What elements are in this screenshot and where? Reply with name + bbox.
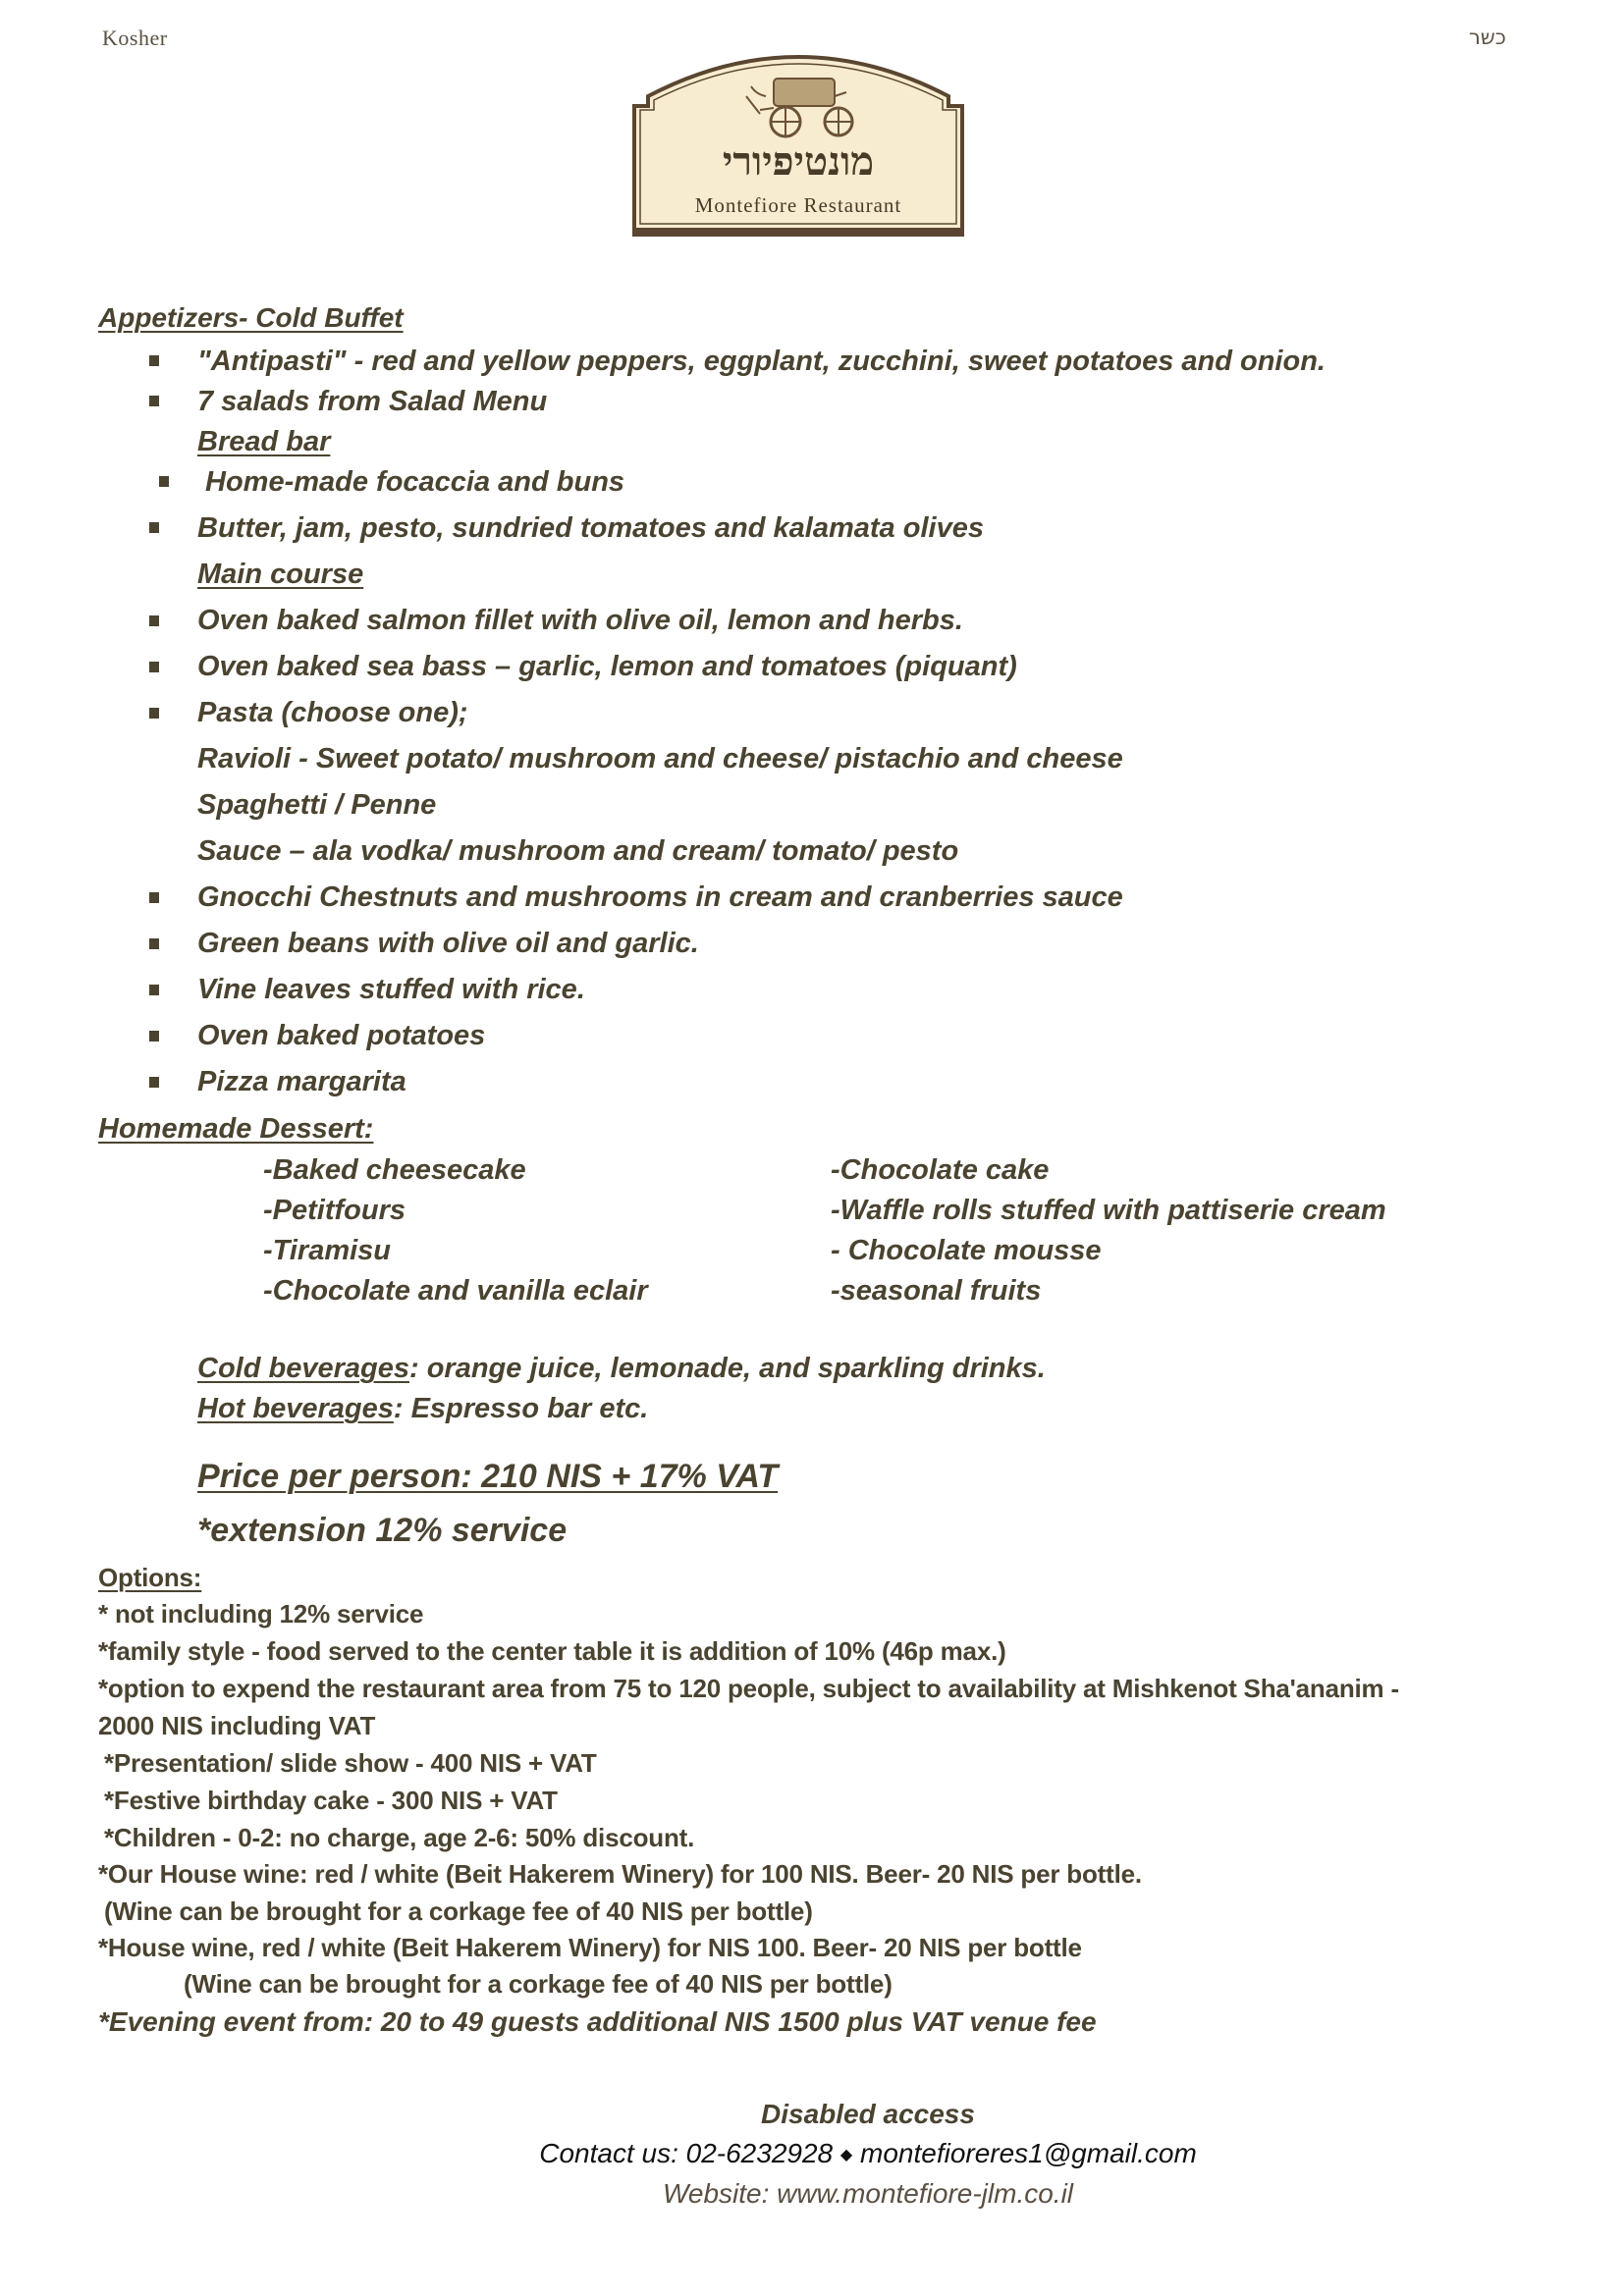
cold-beverages-label: Cold beverages: [197, 1353, 409, 1384]
menu-item: Pizza margarita: [197, 1066, 406, 1097]
option-line: *Festive birthday cake - 300 NIS + VAT: [104, 1786, 558, 1815]
disabled-access: Disabled access: [761, 2099, 975, 2129]
dessert-item: -Chocolate cake: [831, 1154, 1050, 1186]
menu-item: Oven baked sea bass – garlic, lemon and tomatoes (piquant): [197, 651, 1017, 682]
bread-bar-heading: Bread bar: [197, 426, 331, 457]
kosher-label-hebrew: כשר: [1469, 26, 1506, 49]
service-extension: *extension 12% service: [197, 1512, 568, 1549]
dessert-item: -Tiramisu: [263, 1235, 392, 1266]
bullet-icon: [149, 938, 159, 949]
bullet-icon: [149, 1031, 159, 1041]
evening-event-note: *Evening event from: 20 to 49 guests additional NIS 1500 plus VAT venue fee: [98, 2006, 1097, 2037]
dessert-item: - Chocolate mousse: [831, 1235, 1102, 1266]
dessert-item: -Petitfours: [263, 1195, 406, 1226]
bullet-icon: [149, 985, 159, 995]
option-line: (Wine can be brought for a corkage fee of 40 NIS per bottle): [184, 1969, 893, 1999]
bullet-icon: [159, 476, 169, 487]
option-line: *Presentation/ slide show - 400 NIS + VAT: [104, 1748, 597, 1778]
dessert-item: -seasonal fruits: [831, 1275, 1042, 1307]
contact-phone: Contact us: 02-6232928: [539, 2138, 840, 2168]
menu-item: Pasta (choose one);: [197, 697, 468, 728]
cold-beverages-text: : orange juice, lemonade, and sparkling drinks.: [408, 1353, 1046, 1384]
option-line: (Wine can be brought for a corkage fee of 40 NIS per bottle): [104, 1896, 813, 1926]
option-line: *Our House wine: red / white (Beit Hakerem Winery) for 100 NIS. Beer- 20 NIS per bottle.: [98, 1859, 1142, 1889]
menu-item: Green beans with olive oil and garlic.: [197, 928, 699, 959]
hot-beverages-label: Hot beverages: [197, 1393, 394, 1424]
bullet-icon: [149, 892, 159, 903]
option-line: * not including 12% service: [98, 1599, 424, 1629]
menu-item: Butter, jam, pesto, sundried tomatoes and kalamata olives: [197, 512, 984, 544]
cold-beverages: [197, 1355, 1046, 1383]
option-line: *Children - 0-2: no charge, age 2-6: 50% discount.: [104, 1823, 695, 1852]
bullet-icon: [149, 615, 159, 626]
menu-item: Oven baked salmon fillet with olive oil, lemon and herbs.: [197, 605, 963, 636]
logo-hebrew-name: מונטיפיורי: [722, 138, 875, 185]
pasta-option: Spaghetti / Penne: [197, 789, 437, 821]
option-line: *option to expend the restaurant area from 75 to 120 people, subject to availability at Mishkenot Sha'ananim -: [98, 1674, 1399, 1703]
option-line: *family style - food served to the center table it is addition of 10% (46p max.): [98, 1636, 1006, 1666]
bullet-icon: [149, 708, 159, 719]
menu-item: 7 salads from Salad Menu: [197, 386, 548, 417]
dessert-heading: Homemade Dessert:: [98, 1113, 374, 1145]
contact-email[interactable]: montefioreres1@gmail.com: [852, 2138, 1197, 2168]
bullet-icon: [149, 396, 159, 406]
menu-item: Home-made focaccia and buns: [205, 466, 625, 498]
dessert-item: -Baked cheesecake: [263, 1154, 526, 1186]
menu-item: Gnocchi Chestnuts and mushrooms in cream and cranberries sauce: [197, 881, 1123, 913]
hot-beverages: [197, 1395, 648, 1423]
appetizers-heading: Appetizers- Cold Buffet: [98, 302, 404, 333]
bullet-icon: [149, 355, 159, 366]
menu-item: Oven baked potatoes: [197, 1020, 486, 1051]
main-course-heading: Main course: [197, 559, 364, 590]
price-per-person: Price per person: 210 NIS + 17% VAT: [197, 1458, 779, 1495]
hot-beverages-text: : Espresso bar etc.: [393, 1393, 649, 1424]
bullet-icon: [149, 522, 159, 533]
kosher-label: Kosher: [102, 26, 168, 50]
website-link[interactable]: Website: www.montefiore-jlm.co.il: [662, 2178, 1074, 2209]
pasta-option: Ravioli - Sweet potato/ mushroom and cheese/ pistachio and cheese: [197, 743, 1123, 774]
option-line: *House wine, red / white (Beit Hakerem Winery) for NIS 100. Beer- 20 NIS per bottle: [98, 1933, 1082, 1962]
pasta-option: Sauce – ala vodka/ mushroom and cream/ tomato/ pesto: [197, 835, 959, 867]
dessert-item: -Chocolate and vanilla eclair: [263, 1275, 648, 1307]
dessert-item: -Waffle rolls stuffed with pattiserie cream: [831, 1195, 1386, 1226]
contact-line: [0, 2138, 1624, 2169]
bullet-icon: [149, 1077, 159, 1088]
restaurant-logo: [628, 37, 968, 240]
menu-item: Vine leaves stuffed with rice.: [197, 974, 585, 1005]
bullet-icon: [149, 662, 159, 672]
option-line: 2000 NIS including VAT: [98, 1711, 376, 1740]
options-heading: Options:: [98, 1563, 202, 1592]
diamond-separator-icon: ◆: [839, 2147, 853, 2163]
logo-english-name: Montefiore Restaurant: [694, 193, 902, 217]
menu-item: "Antipasti" - red and yellow peppers, eggplant, zucchini, sweet potatoes and onion.: [197, 346, 1326, 377]
